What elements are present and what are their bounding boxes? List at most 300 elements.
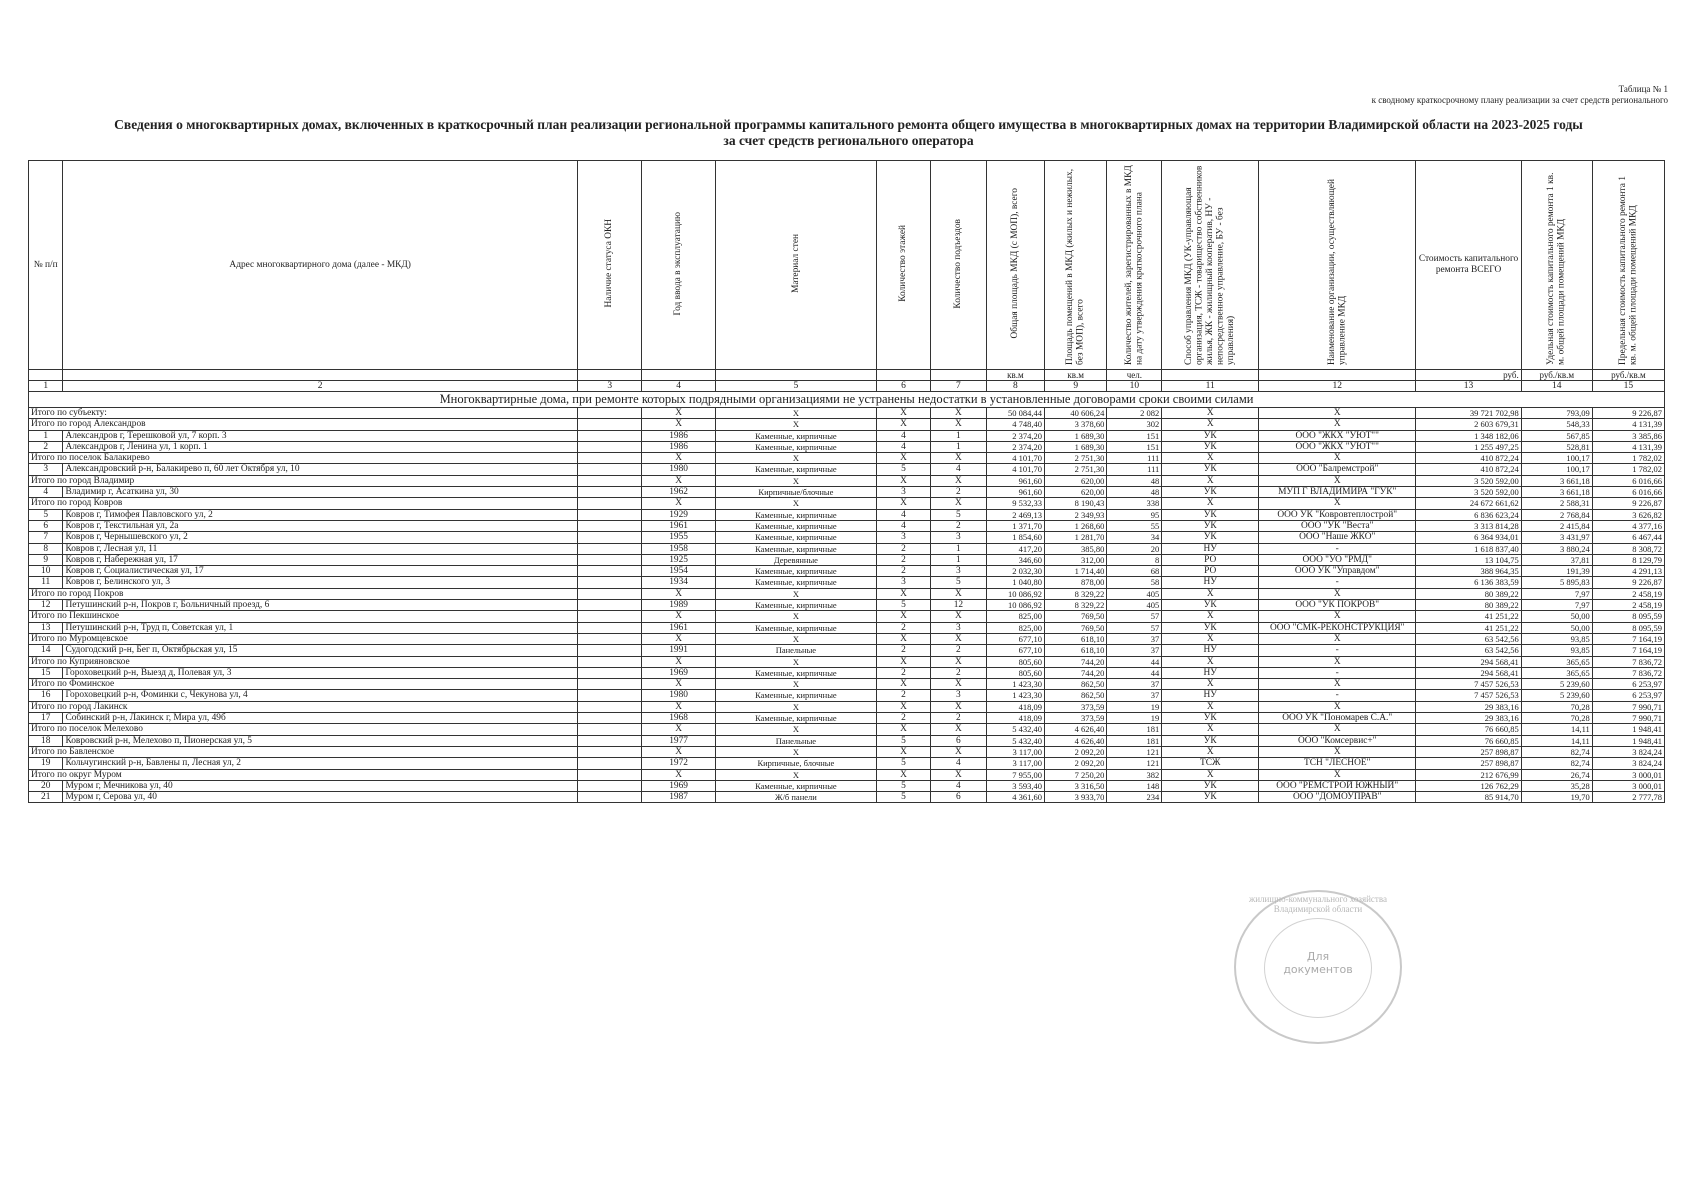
floors-cell: X: [877, 679, 931, 690]
wall-material-cell: X: [715, 701, 876, 712]
management-method-cell: УК: [1162, 622, 1259, 633]
residents-cell: 68: [1107, 566, 1162, 577]
subtotal-label: Итого по округ Муром: [29, 769, 578, 780]
unit-cost-cell: 7,97: [1521, 600, 1592, 611]
wall-material-cell: Кирпичные/блочные: [715, 487, 876, 498]
header-management-org: Наименование организации, осуществляющей управление МКД: [1259, 161, 1416, 370]
wall-material-cell: X: [715, 611, 876, 622]
subtotal-label: Итого по поселок Мелехово: [29, 724, 578, 735]
header-unit-cost: Удельная стоимость капитального ремонта 1 кв. м. общей площади помещений МКД: [1521, 161, 1592, 370]
max-unit-cost-cell: 1 948,41: [1592, 724, 1664, 735]
total-area-cell: 825,00: [986, 622, 1044, 633]
row-number: 19: [29, 758, 63, 769]
max-unit-cost-cell: 2 777,78: [1592, 792, 1664, 803]
management-org-cell: ООО "УК ПОКРОВ": [1259, 600, 1416, 611]
year-cell: X: [642, 588, 715, 599]
management-method-cell: X: [1162, 611, 1259, 622]
max-unit-cost-cell: 7 164,19: [1592, 645, 1664, 656]
total-area-cell: 50 084,44: [986, 408, 1044, 419]
year-cell: X: [642, 408, 715, 419]
year-cell: X: [642, 453, 715, 464]
management-method-cell: УК: [1162, 600, 1259, 611]
residents-cell: 37: [1107, 645, 1162, 656]
header-entrances: Количество подъездов: [930, 161, 986, 370]
table-row: [29, 758, 1665, 769]
residents-cell: 8: [1107, 554, 1162, 565]
unit-unit-cost: руб./кв.м: [1521, 370, 1592, 381]
unit-cost-cell: 50,00: [1521, 622, 1592, 633]
wall-material-cell: Каменные, кирпичные: [715, 543, 876, 554]
wall-material-cell: Каменные, кирпичные: [715, 600, 876, 611]
entrances-cell: 4: [930, 464, 986, 475]
floors-cell: X: [877, 656, 931, 667]
subtotal-row: [29, 453, 1665, 464]
unit-cost-cell: 100,17: [1521, 464, 1592, 475]
header-management-method: Способ управления МКД (УК-управляющая организация, ТСЖ - товарищество собственников жилья, ЖК - жилищный кооператив, НУ - непосредственное управление, БУ - без управления): [1162, 161, 1259, 370]
management-org-cell: -: [1259, 645, 1416, 656]
subtotal-label: Итого по город Лакинск: [29, 701, 578, 712]
max-unit-cost-cell: 3 824,24: [1592, 758, 1664, 769]
floors-cell: 2: [877, 690, 931, 701]
total-cost-cell: 85 914,70: [1416, 792, 1521, 803]
total-cost-cell: 13 104,75: [1416, 554, 1521, 565]
total-area-cell: 2 469,13: [986, 509, 1044, 520]
okn-status-cell: [577, 509, 642, 520]
entrances-cell: X: [930, 453, 986, 464]
unit-cost-cell: 528,81: [1521, 441, 1592, 452]
header-address: Адрес многоквартирного дома (далее - МКД): [63, 161, 577, 370]
address-cell: Ковров г, Лесная ул, 11: [63, 543, 577, 554]
wall-material-cell: X: [715, 679, 876, 690]
premises-area-cell: 2 092,20: [1044, 758, 1106, 769]
header-max-unit-cost: Предельная стоимость капитального ремонта 1 кв. м. общей площади помещений МКД: [1592, 161, 1664, 370]
year-cell: X: [642, 611, 715, 622]
unit-cost-cell: 3 661,18: [1521, 487, 1592, 498]
year-cell: X: [642, 633, 715, 644]
table-row: [29, 690, 1665, 701]
total-cost-cell: 3 520 592,00: [1416, 487, 1521, 498]
subtotal-row: [29, 611, 1665, 622]
total-cost-cell: 41 251,22: [1416, 611, 1521, 622]
unit-cost-cell: 548,33: [1521, 419, 1592, 430]
header-okn-status: Наличие статуса ОКН: [577, 161, 642, 370]
residents-cell: 37: [1107, 690, 1162, 701]
year-cell: X: [642, 746, 715, 757]
column-number: 13: [1416, 381, 1521, 392]
unit-cost-cell: 35,28: [1521, 780, 1592, 791]
total-area-cell: 2 374,20: [986, 441, 1044, 452]
column-number: 11: [1162, 381, 1259, 392]
residents-cell: 55: [1107, 520, 1162, 531]
unit-cost-cell: 93,85: [1521, 645, 1592, 656]
management-method-cell: X: [1162, 498, 1259, 509]
wall-material-cell: X: [715, 769, 876, 780]
row-number: 2: [29, 441, 63, 452]
address-cell: Гороховецкий р-н, Фоминки с, Чекунова ул, 4: [63, 690, 577, 701]
residents-cell: 405: [1107, 588, 1162, 599]
floors-cell: X: [877, 475, 931, 486]
total-cost-cell: 80 389,22: [1416, 600, 1521, 611]
column-number: 2: [63, 381, 577, 392]
year-cell: X: [642, 419, 715, 430]
floors-cell: X: [877, 746, 931, 757]
year-cell: 1987: [642, 792, 715, 803]
table-row: [29, 554, 1665, 565]
row-number: 16: [29, 690, 63, 701]
year-cell: 1968: [642, 713, 715, 724]
address-cell: Владимир г, Асаткина ул, 30: [63, 487, 577, 498]
stamp-ring-text: жилищно-коммунального хозяйства Владимирской области: [1249, 894, 1387, 914]
unit-cost-cell: 50,00: [1521, 611, 1592, 622]
premises-area-cell: 744,20: [1044, 656, 1106, 667]
residents-cell: 37: [1107, 633, 1162, 644]
wall-material-cell: Каменные, кирпичные: [715, 690, 876, 701]
max-unit-cost-cell: 2 458,19: [1592, 588, 1664, 599]
entrances-cell: X: [930, 656, 986, 667]
wall-material-cell: Каменные, кирпичные: [715, 713, 876, 724]
header-residents: Количество жителей, зарегистрированных в МКД на дату утверждения краткосрочного плана: [1107, 161, 1162, 370]
subtotal-row: [29, 419, 1665, 430]
management-org-cell: ООО "СМК-РЕКОНСТРУКЦИЯ": [1259, 622, 1416, 633]
residents-cell: 151: [1107, 430, 1162, 441]
subtotal-label: Итого по Куприяновское: [29, 656, 578, 667]
management-org-cell: X: [1259, 611, 1416, 622]
header-floors: Количество этажей: [877, 161, 931, 370]
floors-cell: X: [877, 611, 931, 622]
total-area-cell: 5 432,40: [986, 724, 1044, 735]
premises-area-cell: 769,50: [1044, 622, 1106, 633]
okn-status-cell: [577, 780, 642, 791]
column-number: 8: [986, 381, 1044, 392]
residents-cell: 338: [1107, 498, 1162, 509]
premises-area-cell: 312,00: [1044, 554, 1106, 565]
total-area-cell: 961,60: [986, 487, 1044, 498]
total-area-cell: 825,00: [986, 611, 1044, 622]
column-number: 4: [642, 381, 715, 392]
premises-area-cell: 2 092,20: [1044, 746, 1106, 757]
address-cell: Ковров г, Белинского ул, 3: [63, 577, 577, 588]
premises-area-cell: 4 626,40: [1044, 724, 1106, 735]
floors-cell: 5: [877, 792, 931, 803]
total-area-cell: 7 955,00: [986, 769, 1044, 780]
year-cell: X: [642, 498, 715, 509]
management-org-cell: ООО УК "Управдом": [1259, 566, 1416, 577]
premises-area-cell: 862,50: [1044, 690, 1106, 701]
table-reference: [1372, 84, 1668, 106]
max-unit-cost-cell: 7 990,71: [1592, 701, 1664, 712]
management-method-cell: УК: [1162, 430, 1259, 441]
address-cell: Александровский р-н, Балакирево п, 60 лет Октября ул, 10: [63, 464, 577, 475]
total-cost-cell: 410 872,24: [1416, 453, 1521, 464]
total-cost-cell: 7 457 526,53: [1416, 679, 1521, 690]
wall-material-cell: Ж/б панели: [715, 792, 876, 803]
floors-cell: 2: [877, 667, 931, 678]
year-cell: 1969: [642, 780, 715, 791]
wall-material-cell: Каменные, кирпичные: [715, 441, 876, 452]
year-cell: 1977: [642, 735, 715, 746]
row-number: 20: [29, 780, 63, 791]
address-cell: Петушинский р-н, Труд п, Советская ул, 1: [63, 622, 577, 633]
management-org-cell: -: [1259, 690, 1416, 701]
premises-area-cell: 8 329,22: [1044, 588, 1106, 599]
subtotal-row: [29, 701, 1665, 712]
unit-cost-cell: 365,65: [1521, 667, 1592, 678]
row-number: 3: [29, 464, 63, 475]
premises-area-cell: 620,00: [1044, 487, 1106, 498]
max-unit-cost-cell: 8 095,59: [1592, 611, 1664, 622]
total-area-cell: 1 423,30: [986, 679, 1044, 690]
management-org-cell: X: [1259, 701, 1416, 712]
unit-cost-cell: 567,85: [1521, 430, 1592, 441]
max-unit-cost-cell: 6 467,44: [1592, 532, 1664, 543]
entrances-cell: 5: [930, 509, 986, 520]
okn-status-cell: [577, 577, 642, 588]
total-cost-cell: 39 721 702,98: [1416, 408, 1521, 419]
header-premises-area: Площадь помещений в МКД (жилых и нежилых, без МОП), всего: [1044, 161, 1106, 370]
wall-material-cell: X: [715, 475, 876, 486]
management-org-cell: ТСН "ЛЕСНОЕ": [1259, 758, 1416, 769]
row-number: 18: [29, 735, 63, 746]
unit-cost-cell: 70,28: [1521, 713, 1592, 724]
okn-status-cell: [577, 701, 642, 712]
table-row: [29, 430, 1665, 441]
unit-cost-cell: 14,11: [1521, 724, 1592, 735]
wall-material-cell: Каменные, кирпичные: [715, 667, 876, 678]
residents-cell: 405: [1107, 600, 1162, 611]
management-method-cell: УК: [1162, 735, 1259, 746]
floors-cell: X: [877, 701, 931, 712]
table-row: [29, 735, 1665, 746]
table-row: [29, 780, 1665, 791]
total-cost-cell: 388 964,35: [1416, 566, 1521, 577]
address-cell: Муром г, Серова ул, 40: [63, 792, 577, 803]
residents-cell: 20: [1107, 543, 1162, 554]
floors-cell: X: [877, 408, 931, 419]
entrances-cell: X: [930, 633, 986, 644]
unit-cost-cell: 26,74: [1521, 769, 1592, 780]
okn-status-cell: [577, 746, 642, 757]
residents-cell: 121: [1107, 758, 1162, 769]
premises-area-cell: 1 268,60: [1044, 520, 1106, 531]
wall-material-cell: Каменные, кирпичные: [715, 520, 876, 531]
unit-cost-cell: 793,09: [1521, 408, 1592, 419]
table-row: [29, 713, 1665, 724]
year-cell: X: [642, 769, 715, 780]
management-method-cell: X: [1162, 701, 1259, 712]
table-number: Таблица № 1: [1618, 84, 1668, 94]
management-org-cell: ООО УК "Пономарев С.А.": [1259, 713, 1416, 724]
table-header-row: [29, 161, 1665, 370]
unit-cost-cell: 365,65: [1521, 656, 1592, 667]
residents-cell: 44: [1107, 656, 1162, 667]
okn-status-cell: [577, 758, 642, 769]
management-method-cell: УК: [1162, 441, 1259, 452]
premises-area-cell: 1 689,30: [1044, 430, 1106, 441]
entrances-cell: X: [930, 419, 986, 430]
entrances-cell: 2: [930, 667, 986, 678]
column-number: 1: [29, 381, 63, 392]
management-method-cell: УК: [1162, 713, 1259, 724]
okn-status-cell: [577, 656, 642, 667]
column-number: 14: [1521, 381, 1592, 392]
year-cell: 1955: [642, 532, 715, 543]
column-number: 6: [877, 381, 931, 392]
okn-status-cell: [577, 611, 642, 622]
management-org-cell: ООО "РЕМСТРОЙ ЮЖНЫЙ": [1259, 780, 1416, 791]
entrances-cell: 1: [930, 554, 986, 565]
total-cost-cell: 76 660,85: [1416, 724, 1521, 735]
premises-area-cell: 3 316,50: [1044, 780, 1106, 791]
wall-material-cell: X: [715, 724, 876, 735]
total-area-cell: 805,60: [986, 667, 1044, 678]
table-row: [29, 577, 1665, 588]
header-year: Год ввода в эксплуатацию: [642, 161, 715, 370]
address-cell: Ковров г, Тимофея Павловского ул, 2: [63, 509, 577, 520]
okn-status-cell: [577, 679, 642, 690]
management-method-cell: X: [1162, 769, 1259, 780]
table-row: [29, 600, 1665, 611]
year-cell: 1934: [642, 577, 715, 588]
max-unit-cost-cell: 4 131,39: [1592, 419, 1664, 430]
row-number: 10: [29, 566, 63, 577]
okn-status-cell: [577, 713, 642, 724]
management-method-cell: X: [1162, 656, 1259, 667]
total-area-cell: 677,10: [986, 633, 1044, 644]
residents-cell: 95: [1107, 509, 1162, 520]
max-unit-cost-cell: 3 824,24: [1592, 746, 1664, 757]
floors-cell: 4: [877, 509, 931, 520]
residents-cell: 302: [1107, 419, 1162, 430]
management-method-cell: УК: [1162, 464, 1259, 475]
premises-area-cell: 8 190,43: [1044, 498, 1106, 509]
address-cell: Ковров г, Социалистическая ул, 17: [63, 566, 577, 577]
entrances-cell: 3: [930, 622, 986, 633]
floors-cell: X: [877, 419, 931, 430]
total-area-cell: 3 593,40: [986, 780, 1044, 791]
total-cost-cell: 6 836 623,24: [1416, 509, 1521, 520]
subtotal-label: Итого по город Владимир: [29, 475, 578, 486]
okn-status-cell: [577, 543, 642, 554]
year-cell: 1958: [642, 543, 715, 554]
max-unit-cost-cell: 9 226,87: [1592, 577, 1664, 588]
management-org-cell: ООО "ДОМОУПРАВ": [1259, 792, 1416, 803]
document-title-line1: Сведения о многоквартирных домах, включенных в краткосрочный план реализации региональной программы капитального ремонта общего имущества в многоквартирных домах на территории Владимирской области на 2023-2025 годы: [114, 117, 1583, 132]
residents-cell: 57: [1107, 611, 1162, 622]
premises-area-cell: 618,10: [1044, 633, 1106, 644]
management-method-cell: X: [1162, 724, 1259, 735]
table-row: [29, 543, 1665, 554]
entrances-cell: 2: [930, 520, 986, 531]
wall-material-cell: Кирпичные, блочные: [715, 758, 876, 769]
document-title: [60, 117, 1637, 149]
total-cost-cell: 63 542,56: [1416, 633, 1521, 644]
entrances-cell: X: [930, 701, 986, 712]
residents-cell: 111: [1107, 464, 1162, 475]
premises-area-cell: 385,80: [1044, 543, 1106, 554]
total-area-cell: 677,10: [986, 645, 1044, 656]
wall-material-cell: Каменные, кирпичные: [715, 622, 876, 633]
management-org-cell: ООО "ЖКХ "УЮТ"": [1259, 430, 1416, 441]
management-org-cell: X: [1259, 724, 1416, 735]
management-org-cell: МУП Г ВЛАДИМИРА "ГУК": [1259, 487, 1416, 498]
okn-status-cell: [577, 690, 642, 701]
total-area-cell: 10 086,92: [986, 600, 1044, 611]
okn-status-cell: [577, 487, 642, 498]
okn-status-cell: [577, 419, 642, 430]
premises-area-cell: 878,00: [1044, 577, 1106, 588]
table-row: [29, 667, 1665, 678]
okn-status-cell: [577, 769, 642, 780]
management-org-cell: ООО "УК "Веста": [1259, 520, 1416, 531]
management-org-cell: X: [1259, 408, 1416, 419]
entrances-cell: 2: [930, 713, 986, 724]
column-number: 5: [715, 381, 876, 392]
wall-material-cell: Каменные, кирпичные: [715, 780, 876, 791]
residents-cell: 37: [1107, 679, 1162, 690]
max-unit-cost-cell: 6 016,66: [1592, 475, 1664, 486]
year-cell: 1961: [642, 622, 715, 633]
year-cell: X: [642, 656, 715, 667]
max-unit-cost-cell: 6 016,66: [1592, 487, 1664, 498]
year-cell: 1986: [642, 430, 715, 441]
section-header-row: [29, 392, 1665, 408]
floors-cell: 4: [877, 430, 931, 441]
management-method-cell: УК: [1162, 532, 1259, 543]
subtotal-row: [29, 498, 1665, 509]
unit-cost-cell: 2 415,84: [1521, 520, 1592, 531]
max-unit-cost-cell: 9 226,87: [1592, 408, 1664, 419]
total-cost-cell: 126 762,29: [1416, 780, 1521, 791]
management-org-cell: X: [1259, 588, 1416, 599]
table-body: [29, 408, 1665, 803]
floors-cell: X: [877, 498, 931, 509]
row-number: 7: [29, 532, 63, 543]
management-org-cell: X: [1259, 453, 1416, 464]
floors-cell: 3: [877, 487, 931, 498]
management-org-cell: -: [1259, 667, 1416, 678]
wall-material-cell: X: [715, 419, 876, 430]
residents-cell: 48: [1107, 487, 1162, 498]
management-method-cell: X: [1162, 588, 1259, 599]
management-org-cell: X: [1259, 475, 1416, 486]
total-area-cell: 346,60: [986, 554, 1044, 565]
total-area-cell: 10 086,92: [986, 588, 1044, 599]
entrances-cell: X: [930, 498, 986, 509]
year-cell: X: [642, 475, 715, 486]
table-row: [29, 566, 1665, 577]
management-org-cell: X: [1259, 679, 1416, 690]
residents-cell: 19: [1107, 701, 1162, 712]
residents-cell: 57: [1107, 622, 1162, 633]
year-cell: 1929: [642, 509, 715, 520]
address-cell: Александров г, Ленина ул, 1 корп. 1: [63, 441, 577, 452]
management-method-cell: УК: [1162, 520, 1259, 531]
premises-area-cell: 2 751,30: [1044, 464, 1106, 475]
residents-cell: 181: [1107, 724, 1162, 735]
address-cell: Муром г, Мечникова ул, 40: [63, 780, 577, 791]
total-area-cell: 805,60: [986, 656, 1044, 667]
okn-status-cell: [577, 667, 642, 678]
management-org-cell: ООО УК "Ковровтеплострой": [1259, 509, 1416, 520]
unit-cost-cell: 82,74: [1521, 758, 1592, 769]
total-cost-cell: 29 383,16: [1416, 713, 1521, 724]
subtotal-row: [29, 746, 1665, 757]
row-number: 17: [29, 713, 63, 724]
okn-status-cell: [577, 464, 642, 475]
max-unit-cost-cell: 6 253,97: [1592, 690, 1664, 701]
subtotal-row: [29, 633, 1665, 644]
year-cell: 1991: [642, 645, 715, 656]
